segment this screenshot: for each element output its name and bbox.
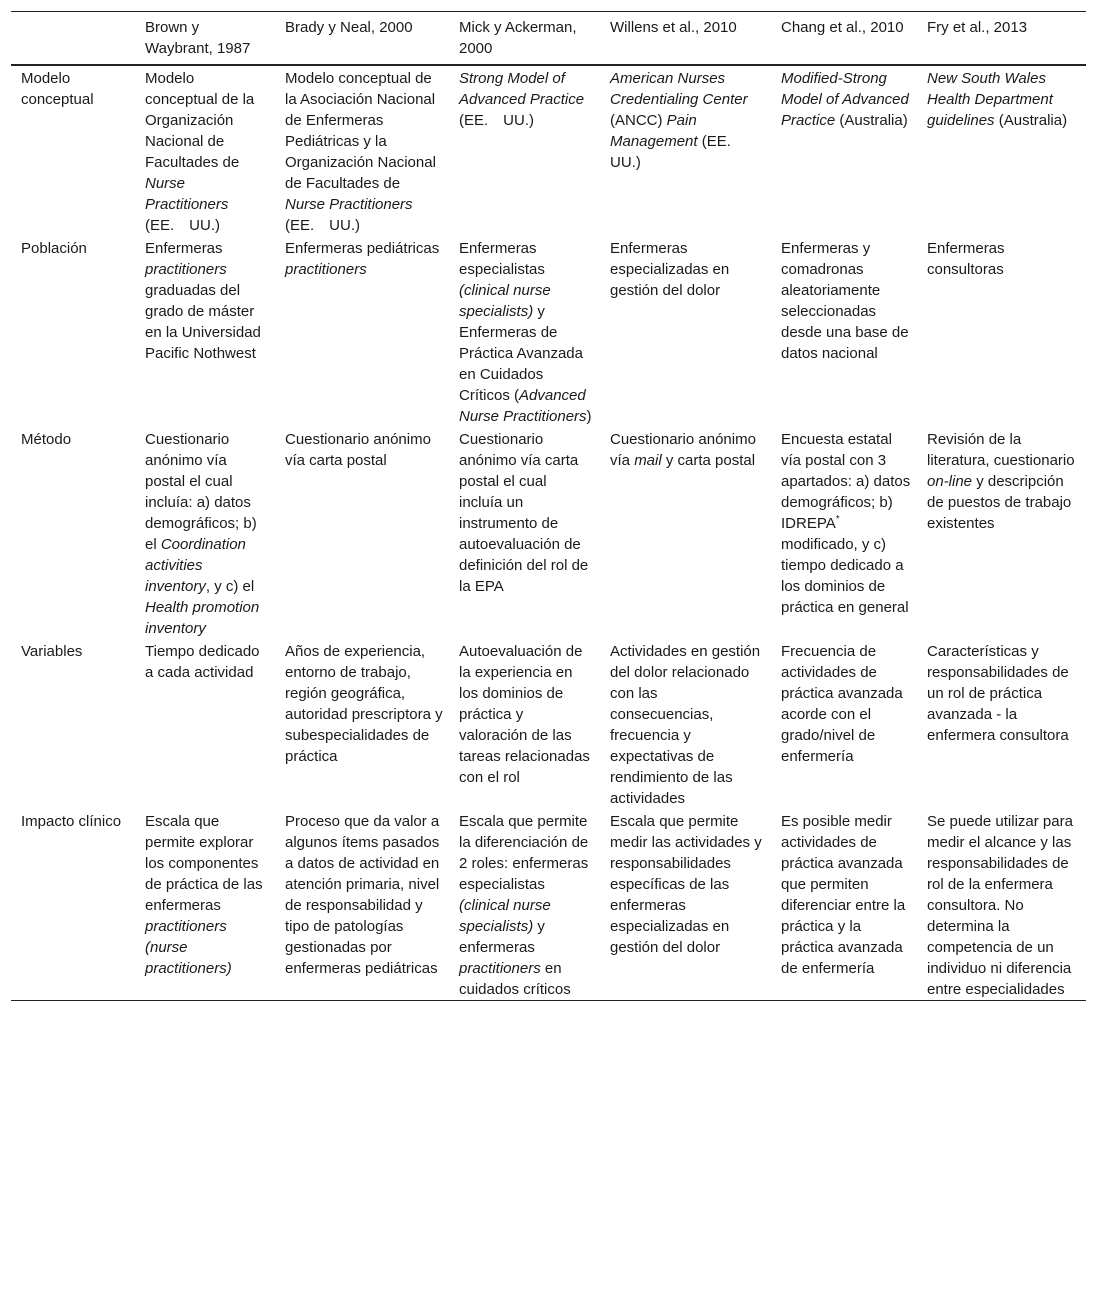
cell-text: Enfermeras pediátricas — [285, 240, 440, 257]
cell-text: Cuestionario anónimo vía postal el cual incluía: a) datos demográficos; b) el — [145, 431, 257, 553]
italic-text: practitioners — [459, 960, 541, 977]
cell-metodo-fry — [917, 427, 1086, 639]
cell-poblacion-brown — [135, 236, 275, 427]
italic-text: Advanced Nurse Practitioners — [459, 387, 587, 425]
italic-text: Coordination activities inventory — [145, 536, 246, 595]
footnote-marker: * — [835, 514, 840, 525]
cell-poblacion-chang — [771, 236, 917, 427]
row-label: Método — [21, 431, 72, 448]
cell-text: Tiempo dedicado a cada actividad — [145, 643, 260, 681]
cell-text: Modelo conceptual de la Organización Nacional de Facultades de — [145, 70, 255, 171]
cell-modelo-conceptual-fry — [917, 65, 1086, 236]
header-cell-fry: Fry et al., 2013 — [927, 19, 1028, 36]
cell-variables-brady — [275, 639, 449, 809]
italic-text: (clinical nurse specialists) — [459, 897, 551, 935]
italic-text: practitioners — [285, 261, 367, 278]
cell-text: Actividades en gestión del dolor relacionado con las consecuencias, frecuencia y expectativas de rendimiento de las actividades — [610, 643, 761, 807]
cell-text: (EE. UU.) — [610, 133, 746, 171]
cell-text: y enfermeras — [459, 918, 545, 956]
header-cell-chang: Chang et al., 2010 — [781, 19, 904, 36]
cell-text: ) — [586, 408, 592, 425]
cell-impacto-clinico-chang — [771, 809, 917, 1001]
italic-text: Health promotion inventory — [145, 599, 260, 637]
cell-text: Características y responsabilidades de un rol de práctica avanzada - la enfermera consultora — [927, 643, 1069, 744]
cell-text: Cuestionario anónimo vía carta postal — [285, 431, 431, 469]
cell-modelo-conceptual-chang — [771, 65, 917, 236]
table-header — [11, 12, 1086, 66]
comparison-table — [11, 11, 1086, 1001]
cell-text: Modelo conceptual de la Asociación Nacional de Enfermeras Pediátricas y la Organización Nacional de Facultades de — [285, 70, 436, 192]
cell-text: graduadas del grado de máster en la Universidad Pacific Nothwest — [145, 282, 261, 362]
cell-text: Enfermeras y comadronas aleatoriamente seleccionadas desde una base de datos nacional — [781, 240, 909, 362]
row-label: Población — [21, 240, 87, 257]
cell-modelo-conceptual-brown — [135, 65, 275, 236]
table-row-metodo — [11, 427, 1086, 639]
cell-text: y descripción de puestos de trabajo existentes — [927, 473, 1072, 532]
cell-text: , y c) el — [205, 578, 255, 595]
cell-metodo-willens — [600, 427, 771, 639]
cell-variables-brown — [135, 639, 275, 809]
cell-text: Cuestionario anónimo vía — [610, 431, 756, 469]
cell-variables-fry — [917, 639, 1086, 809]
row-label: Impacto clínico — [21, 813, 122, 830]
cell-text: Años de experiencia, entorno de trabajo, región geográfica, autoridad prescriptora y subespecialidades de práctica — [285, 643, 443, 765]
cell-modelo-conceptual-brady — [275, 65, 449, 236]
table-row-poblacion — [11, 236, 1086, 427]
cell-text: (EE. UU.) — [285, 217, 360, 234]
italic-text: Modified-Strong Model of Advanced Practice — [781, 70, 909, 129]
cell-metodo-brady — [275, 427, 449, 639]
cell-modelo-conceptual-mick — [449, 65, 600, 236]
cell-text: modificado, y c) tiempo dedicado a los dominios de práctica en general — [781, 536, 909, 616]
cell-variables-willens — [600, 639, 771, 809]
cell-text: y Enfermeras de Práctica Avanzada en Cuidados Críticos ( — [459, 303, 583, 404]
cell-text: Es posible medir actividades de práctica avanzada que permiten diferenciar entre la práctica y la práctica avanzada de enfermería — [781, 813, 906, 977]
cell-text: Autoevaluación de la experiencia en los dominios de práctica y valoración de las tareas relacionadas con el rol — [459, 643, 590, 786]
cell-modelo-conceptual-willens — [600, 65, 771, 236]
header-cell-brown: Brown y Waybrant, 1987 — [145, 19, 251, 57]
cell-text: Enfermeras especialistas — [459, 240, 545, 278]
cell-metodo-brown — [135, 427, 275, 639]
cell-variables-chang — [771, 639, 917, 809]
table-body — [11, 65, 1086, 1001]
comparison-table-container — [11, 11, 1086, 1001]
italic-text: New South Wales Health Department guidelines — [927, 70, 1053, 129]
italic-text: American Nurses Credentialing Center — [610, 70, 748, 108]
cell-text: (EE. UU.) — [145, 217, 220, 234]
cell-variables-mick — [449, 639, 600, 809]
cell-metodo-mick — [449, 427, 600, 639]
italic-text: mail — [634, 452, 662, 469]
cell-text: Escala que permite medir las actividades y responsabilidades específicas de las enfermeras especializadas en gestión del dolor — [610, 813, 762, 956]
cell-text: Escala que permite explorar los componentes de práctica de las enfermeras — [145, 813, 263, 914]
table-row-variables — [11, 639, 1086, 809]
cell-text: Enfermeras especializadas en gestión del dolor — [610, 240, 730, 299]
italic-text: practitioners — [145, 261, 227, 278]
cell-text: (ANCC) — [610, 112, 667, 129]
cell-text: (EE. UU.) — [459, 112, 534, 129]
cell-text: Se puede utilizar para medir el alcance y las responsabilidades de rol de la enfermera consultora. No determina la competencia de un individuo ni diferencia entre especialidades — [927, 813, 1073, 998]
cell-text: Encuesta estatal vía postal con 3 apartados: a) datos demográficos; b) IDREPA — [781, 431, 911, 532]
cell-impacto-clinico-mick — [449, 809, 600, 1001]
italic-text: (clinical nurse specialists) — [459, 282, 551, 320]
header-cell-mick: Mick y Ackerman, 2000 — [459, 19, 577, 57]
cell-text: Escala que permite la diferenciación de 2 roles: enfermeras especialistas — [459, 813, 589, 893]
cell-text: Frecuencia de actividades de práctica avanzada acorde con el grado/nivel de enfermería — [781, 643, 903, 765]
header-cell-brady: Brady y Neal, 2000 — [285, 19, 413, 36]
table-row-modelo-conceptual — [11, 65, 1086, 236]
cell-impacto-clinico-brady — [275, 809, 449, 1001]
cell-poblacion-fry — [917, 236, 1086, 427]
header-cell-empty — [11, 12, 135, 66]
row-label: Modelo conceptual — [21, 70, 94, 108]
cell-text: Revisión de la literatura, cuestionario — [927, 431, 1075, 469]
cell-impacto-clinico-fry — [917, 809, 1086, 1001]
cell-text: en cuidados críticos — [459, 960, 571, 998]
cell-metodo-chang — [771, 427, 917, 639]
table-row-impacto-clinico — [11, 809, 1086, 1001]
cell-text: Cuestionario anónimo vía carta postal el cual incluía un instrumento de autoevaluación de definición del rol de la EPA — [459, 431, 589, 595]
italic-text: on-line — [927, 473, 973, 490]
italic-text: Pain Management — [610, 112, 698, 150]
row-label: Variables — [21, 643, 83, 660]
cell-poblacion-mick — [449, 236, 600, 427]
cell-text: Enfermeras — [145, 240, 223, 257]
cell-text: y carta postal — [661, 452, 756, 469]
cell-text: (Australia) — [835, 112, 908, 129]
italic-text: Strong Model of Advanced Practice — [459, 70, 585, 108]
italic-text: practitioners (nurse practitioners) — [145, 918, 232, 977]
cell-poblacion-willens — [600, 236, 771, 427]
header-row — [11, 12, 1086, 66]
cell-impacto-clinico-brown — [135, 809, 275, 1001]
italic-text: Nurse Practitioners — [285, 196, 413, 213]
italic-text: Nurse Practitioners — [145, 175, 229, 213]
cell-poblacion-brady — [275, 236, 449, 427]
cell-impacto-clinico-willens — [600, 809, 771, 1001]
cell-text: (Australia) — [994, 112, 1068, 129]
cell-text: Enfermeras consultoras — [927, 240, 1005, 278]
header-cell-willens: Willens et al., 2010 — [610, 19, 737, 36]
cell-text: Proceso que da valor a algunos ítems pasados a datos de actividad en atención primaria, nivel de responsabilidad y tipo de patologías gestionadas por enfermeras pediátricas — [285, 813, 440, 977]
